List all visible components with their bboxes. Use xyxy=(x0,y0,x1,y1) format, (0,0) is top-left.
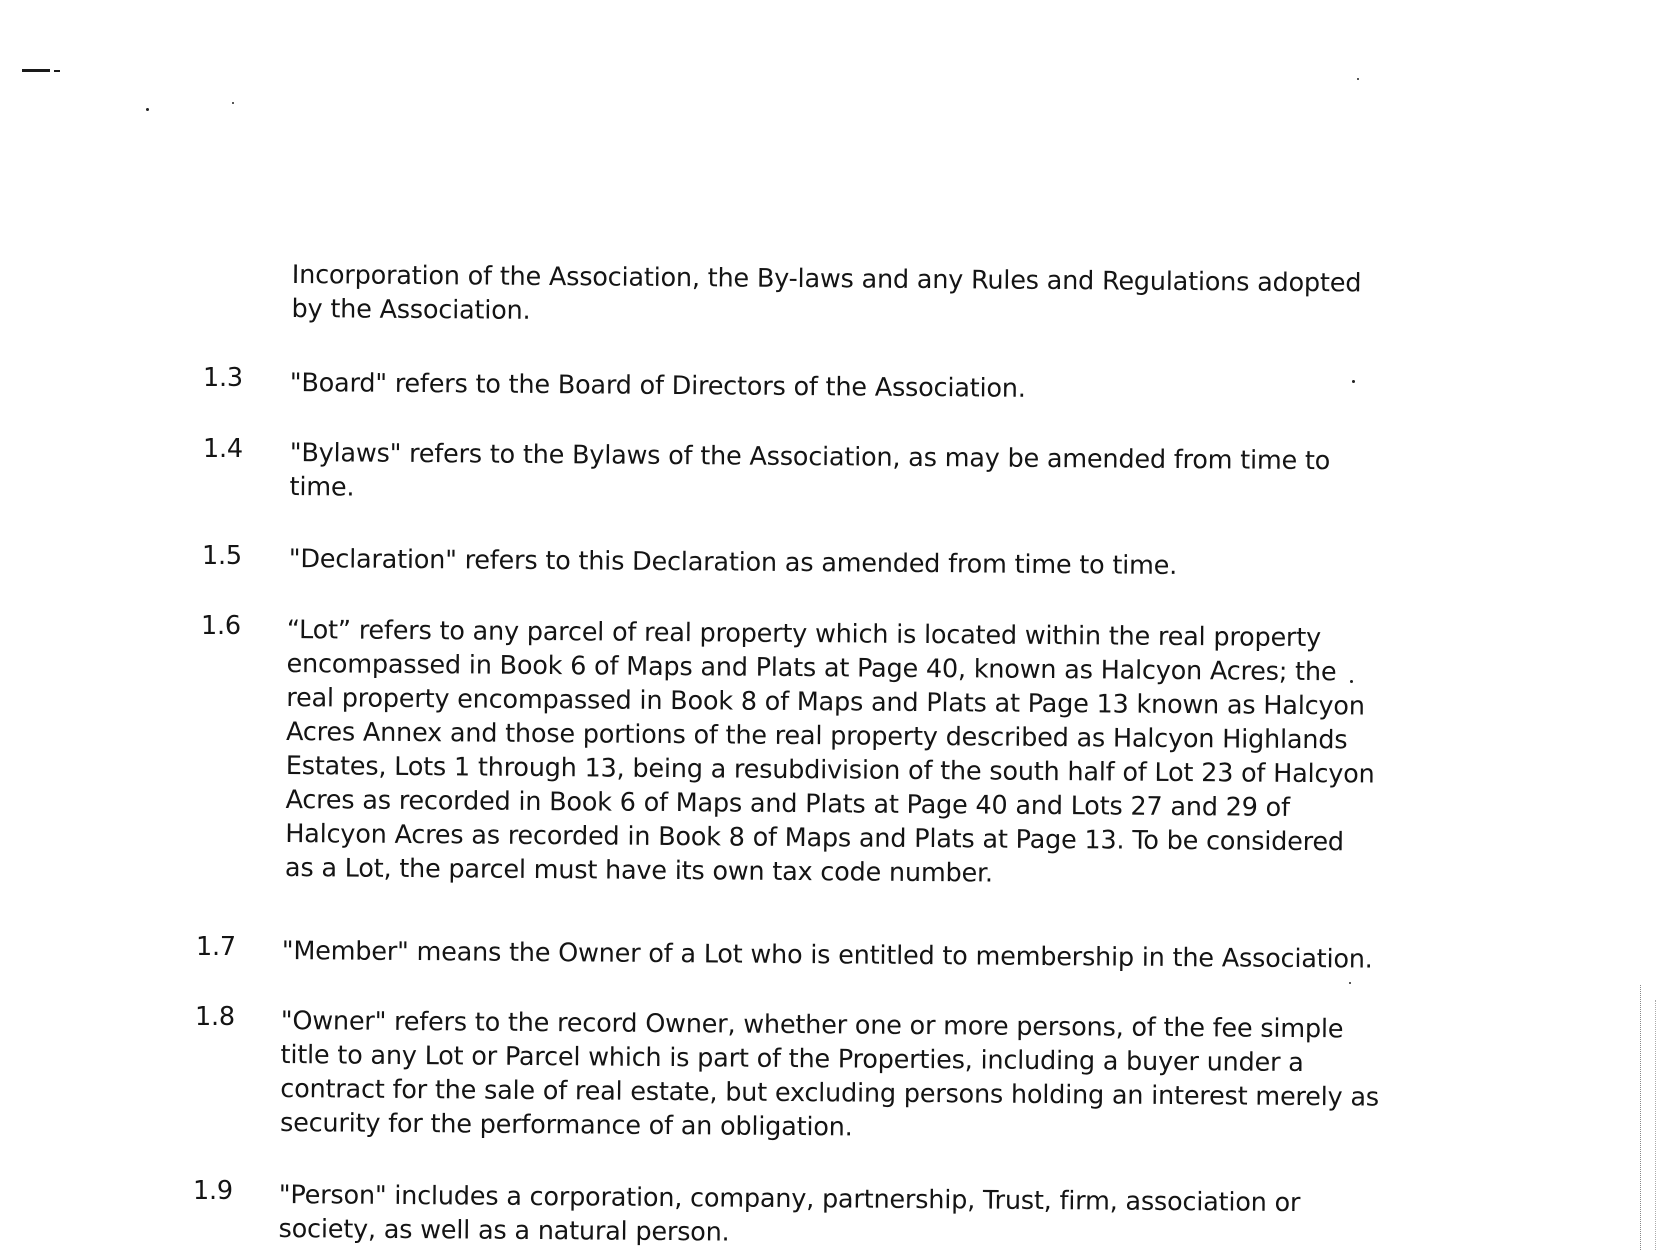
definition-declaration xyxy=(289,542,1178,583)
scan-speck xyxy=(1357,78,1359,80)
paragraph-line: Halcyon Acres as recorded in Book 8 of Maps and Plats at Page 13. To be considered xyxy=(285,818,1344,858)
scan-mark xyxy=(22,69,50,72)
paragraph-line: by the Association. xyxy=(291,293,531,326)
scan-speck xyxy=(232,102,234,104)
paragraph-line: "Person" includes a corporation, company, partnership, Trust, firm, association or xyxy=(278,1179,1301,1219)
scan-edge-line xyxy=(1655,1000,1656,1250)
intro-paragraph xyxy=(291,258,1361,334)
section-number: 1.4 xyxy=(203,434,243,464)
paragraph-line: contract for the sale of real estate, but excluding persons holding an interest merely as xyxy=(280,1073,1380,1113)
paragraph-line: "Declaration" refers to this Declaration as amended from time to time. xyxy=(288,543,1178,581)
definition-owner xyxy=(280,1004,1380,1149)
definition-person xyxy=(278,1178,1300,1254)
scan-mark xyxy=(54,70,60,72)
definition-bylaws xyxy=(289,436,1330,512)
definition-member xyxy=(282,934,1373,977)
paragraph-line: "Owner" refers to the record Owner, whether one or more persons, of the fee simple xyxy=(280,1005,1344,1045)
paragraph-line: "Bylaws" refers to the Bylaws of the Association, as may be amended from time to xyxy=(289,437,1331,477)
paragraph-line: Estates, Lots 1 through 13, being a resubdivision of the south half of Lot 23 of Halcyon xyxy=(285,750,1375,790)
section-number: 1.6 xyxy=(201,611,241,641)
paragraph-line: “Lot” refers to any parcel of real property which is located within the real property xyxy=(286,614,1322,654)
scan-edge-line xyxy=(1640,985,1641,1250)
definition-lot xyxy=(285,613,1376,894)
scan-speck xyxy=(1349,982,1351,984)
scan-speck xyxy=(146,108,149,111)
paragraph-line: "Board" refers to the Board of Directors of the Association. xyxy=(289,367,1026,404)
paragraph-line: security for the performance of an obligation. xyxy=(279,1107,853,1143)
paragraph-line: society, as well as a natural person. xyxy=(278,1213,730,1248)
paragraph-line: Acres Annex and those portions of the real property described as Halcyon Highlands xyxy=(285,716,1348,756)
paragraph-line: Incorporation of the Association, the By-laws and any Rules and Regulations adopted xyxy=(291,259,1362,299)
paragraph-line: time. xyxy=(289,471,355,503)
section-number: 1.3 xyxy=(203,363,243,393)
definition-board xyxy=(290,366,1026,406)
paragraph-line: as a Lot, the parcel must have its own tax code number. xyxy=(284,852,993,889)
scan-speck xyxy=(1352,380,1355,383)
section-number: 1.5 xyxy=(202,541,242,571)
paragraph-line: real property encompassed in Book 8 of Maps and Plats at Page 13 known as Halcyon xyxy=(286,682,1365,722)
section-number: 1.7 xyxy=(196,932,236,962)
section-number: 1.8 xyxy=(195,1002,235,1032)
paragraph-line: Acres as recorded in Book 6 of Maps and Plats at Page 40 and Lots 27 and 29 of xyxy=(285,784,1290,823)
paragraph-line: title to any Lot or Parcel which is part of the Properties, including a buyer under a xyxy=(280,1039,1304,1079)
section-number: 1.9 xyxy=(193,1176,233,1206)
paragraph-line: "Member" means the Owner of a Lot who is entitled to membership in the Association. xyxy=(281,935,1373,975)
paragraph-line: encompassed in Book 6 of Maps and Plats at Page 40, known as Halcyon Acres; the xyxy=(286,648,1337,688)
